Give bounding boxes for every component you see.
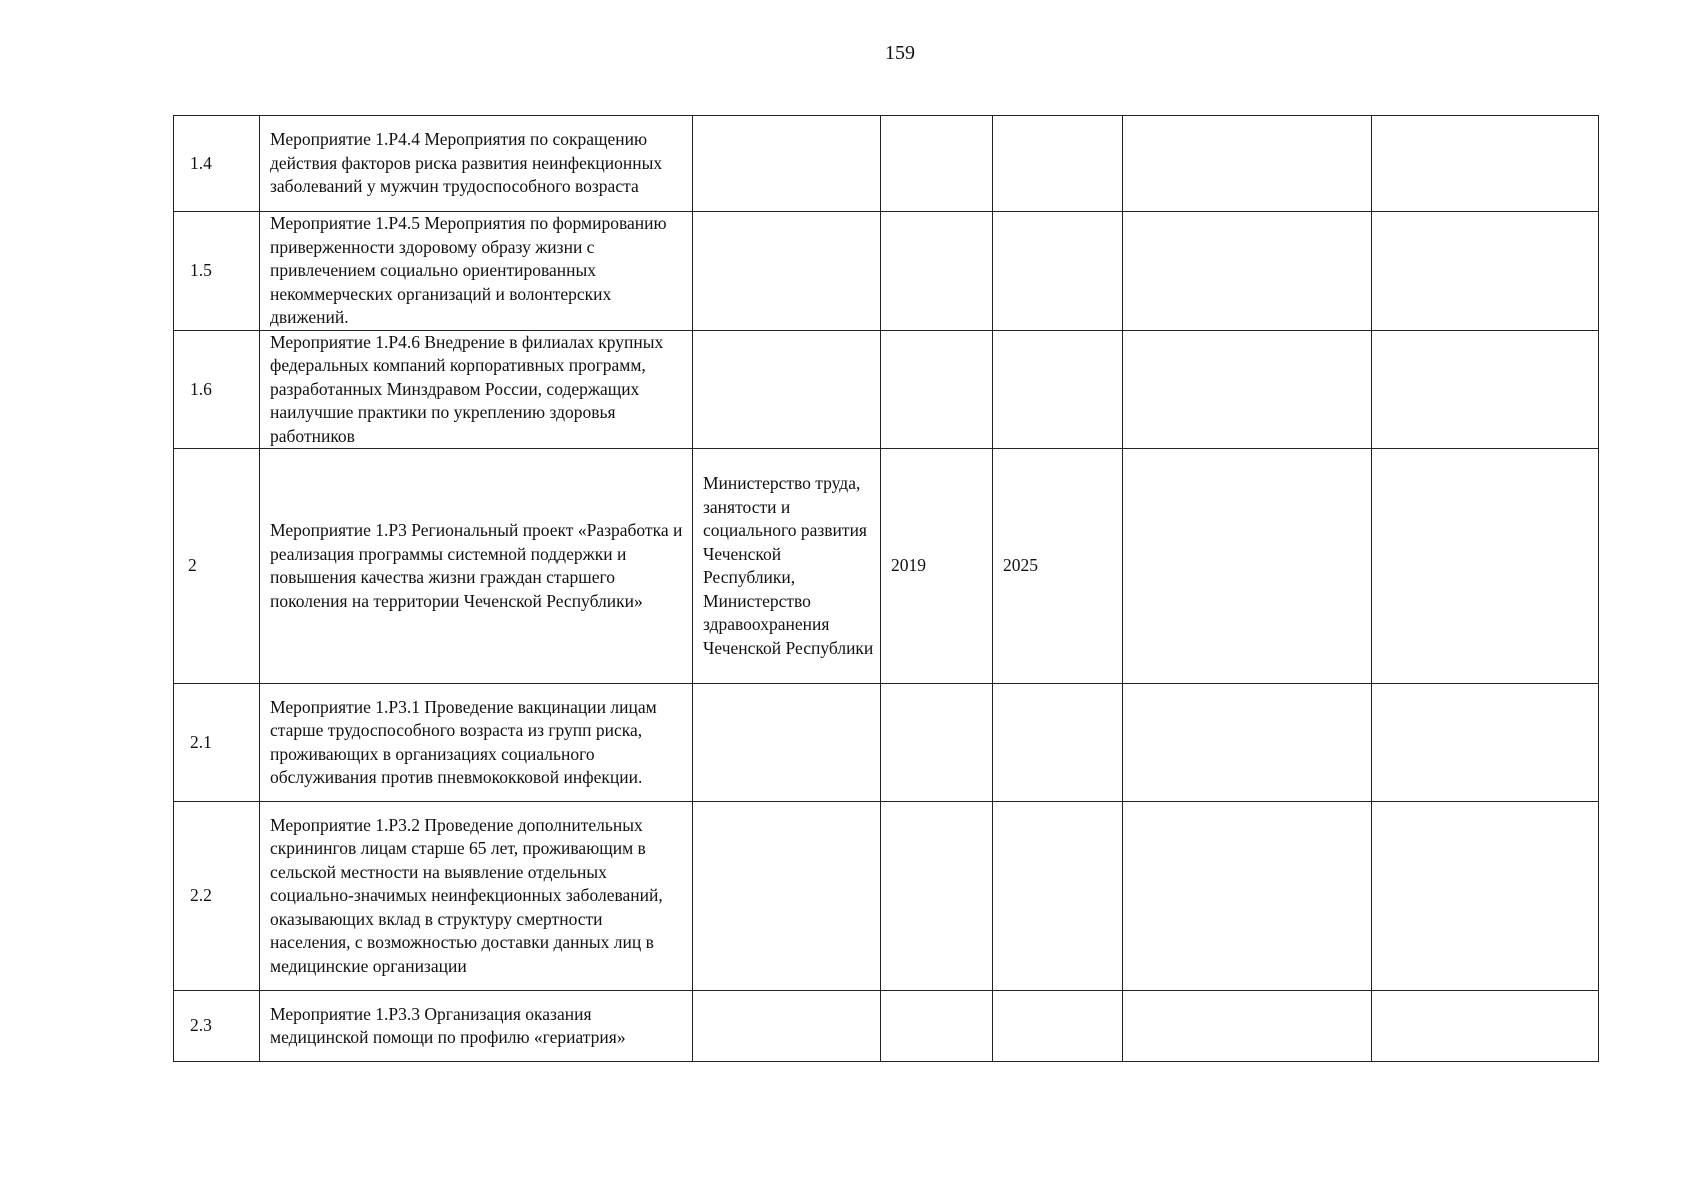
executor	[693, 212, 881, 331]
row-number: 1.5	[174, 212, 260, 331]
executor	[693, 330, 881, 449]
table-row	[174, 212, 1599, 331]
activity-name: Мероприятие 1.Р4.5 Мероприятия по формированию приверженности здоровому образу жизни с привлечением социально ориентированных некоммерческих организаций и волонтерских движений.	[260, 212, 693, 331]
empty-cell	[1372, 212, 1599, 331]
empty-cell	[1123, 684, 1372, 802]
end-year	[993, 212, 1123, 331]
activities-table	[173, 115, 1599, 1062]
end-year	[993, 330, 1123, 449]
activity-name: Мероприятие 1.Р4.4 Мероприятия по сокращению действия факторов риска развития неинфекционных заболеваний у мужчин трудоспособного возраста	[260, 116, 693, 212]
table-row	[174, 330, 1599, 449]
row-number: 2.3	[174, 991, 260, 1062]
end-year	[993, 684, 1123, 802]
empty-cell	[1123, 991, 1372, 1062]
table-row	[174, 802, 1599, 991]
start-year	[881, 684, 993, 802]
activity-name: Мероприятие 1.Р4.6 Внедрение в филиалах крупных федеральных компаний корпоративных программ, разработанных Минздравом России, содержащих наилучшие практики по укреплению здоровья работников	[260, 330, 693, 449]
row-number: 1.6	[174, 330, 260, 449]
activity-name: Мероприятие 1.Р3.3 Организация оказания медицинской помощи по профилю «гериатрия»	[260, 991, 693, 1062]
empty-cell	[1372, 684, 1599, 802]
empty-cell	[1372, 330, 1599, 449]
row-number: 1.4	[174, 116, 260, 212]
empty-cell	[1123, 116, 1372, 212]
activity-name: Мероприятие 1.Р3.1 Проведение вакцинации лицам старше трудоспособного возраста из групп риска, проживающих в организациях социального обслуживания против пневмококковой инфекции.	[260, 684, 693, 802]
empty-cell	[1372, 449, 1599, 684]
row-number: 2.1	[174, 684, 260, 802]
executor	[693, 684, 881, 802]
executor	[693, 116, 881, 212]
start-year	[881, 212, 993, 331]
table-row	[174, 991, 1599, 1062]
table-row	[174, 684, 1599, 802]
empty-cell	[1123, 802, 1372, 991]
empty-cell	[1372, 802, 1599, 991]
executor	[693, 991, 881, 1062]
start-year	[881, 991, 993, 1062]
empty-cell	[1372, 991, 1599, 1062]
activity-name: Мероприятие 1.Р3 Региональный проект «Разработка и реализация программы системной поддержки и повышения качества жизни граждан старшего поколения на территории Чеченской Республики»	[260, 449, 693, 684]
start-year	[881, 330, 993, 449]
page-number: 159	[885, 42, 915, 64]
start-year	[881, 802, 993, 991]
empty-cell	[1123, 330, 1372, 449]
table-row	[174, 116, 1599, 212]
row-number: 2	[174, 449, 260, 684]
end-year	[993, 116, 1123, 212]
row-number: 2.2	[174, 802, 260, 991]
start-year	[881, 116, 993, 212]
empty-cell	[1123, 449, 1372, 684]
start-year: 2019	[881, 449, 993, 684]
activity-name: Мероприятие 1.Р3.2 Проведение дополнительных скринингов лицам старше 65 лет, проживающим в сельской местности на выявление отдельных социально-значимых неинфекционных заболеваний, оказывающих вклад в структуру смертности населения, с возможностью доставки данных лиц в медицинские организации	[260, 802, 693, 991]
executor: Министерство труда, занятости и социального развития Чеченской Республики, Министерство здравоохранения Чеченской Республики	[693, 449, 881, 684]
executor	[693, 802, 881, 991]
empty-cell	[1372, 116, 1599, 212]
table-row	[174, 449, 1599, 684]
end-year	[993, 991, 1123, 1062]
empty-cell	[1123, 212, 1372, 331]
end-year	[993, 802, 1123, 991]
end-year: 2025	[993, 449, 1123, 684]
